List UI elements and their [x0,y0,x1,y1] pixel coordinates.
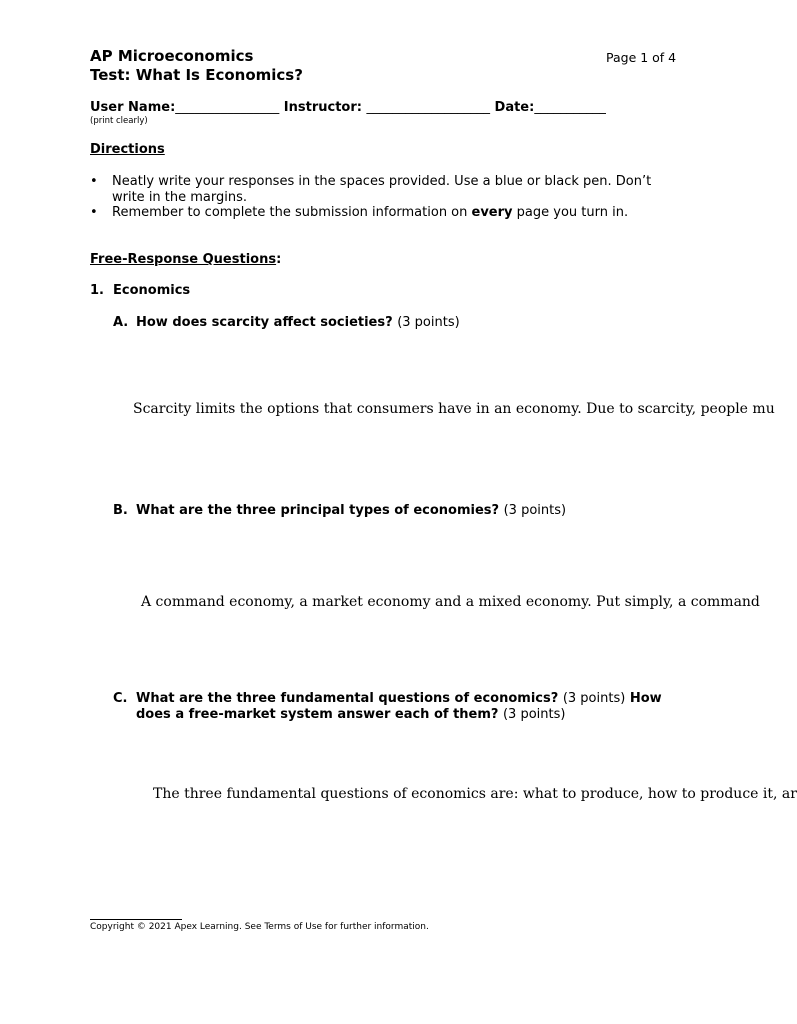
question-1a-prompt [136,315,460,330]
submission-info-row [90,100,606,115]
question-1a-letter: A. [113,315,129,330]
page-number: Page 1 of 4 [606,50,677,65]
print-clearly-note: (print clearly) [90,116,148,126]
question-1c-points: (3 points) [562,691,626,706]
question-1c-points2: (3 points) [502,707,566,722]
question-1-title: Economics [113,283,191,298]
question-1a-points: (3 points) [397,315,460,330]
date-label: Date: [494,100,535,115]
user-name-field[interactable]: ________________ [175,100,280,115]
directions-bullet-text: Neatly write your responses in the spaces provided. Use a blue or black pen. Don’t write in the margins. [112,174,652,205]
bullet-icon: • [90,205,98,220]
question-1-number: 1. [90,283,104,298]
question-1c-text2-cont: does a free-market system answer each of them? [136,707,499,722]
question-1b-text: What are the three principal types of economies? [136,503,500,518]
bullet-text-end: page you turn in. [512,205,629,220]
free-response-heading [90,252,281,267]
directions-heading: Directions [90,142,165,157]
answer-1c[interactable]: The three fundamental questions of economics are: what to produce, how to produce it, ar [153,786,797,802]
footer-divider [90,919,182,920]
question-1c-prompt-line2 [136,707,565,722]
date-field[interactable]: ___________ [534,100,606,115]
user-name-label: User Name: [90,100,176,115]
answer-1a[interactable]: Scarcity limits the options that consumers have in an economy. Due to scarcity, people mu [133,401,775,417]
free-response-colon: : [276,252,282,267]
question-1c-prompt-line1 [136,691,662,706]
question-1b-letter: B. [113,503,128,518]
question-1a-text: How does scarcity affect societies? [136,315,393,330]
question-1b-points: (3 points) [503,503,567,518]
instructor-label: Instructor: [283,100,362,115]
copyright-footer: Copyright © 2021 Apex Learning. See Terms of Use for further information. [90,922,429,932]
question-1c-text2: How [629,691,662,706]
question-1c-letter: C. [113,691,128,706]
bullet-text-emphasis: every [471,205,513,220]
question-1b-prompt [136,503,566,518]
directions-bullet-text [112,205,682,221]
free-response-heading-text: Free-Response Questions [90,252,277,267]
bullet-icon: • [90,174,98,189]
instructor-field[interactable]: ___________________ [366,100,490,115]
course-title: AP Microeconomics [90,47,254,65]
bullet-text-start: Remember to complete the submission information on [112,205,472,220]
test-title: Test: What Is Economics? [90,66,303,84]
answer-1b[interactable]: A command economy, a market economy and a mixed economy. Put simply, a command [141,594,760,610]
question-1c-text: What are the three fundamental questions of economics? [136,691,559,706]
